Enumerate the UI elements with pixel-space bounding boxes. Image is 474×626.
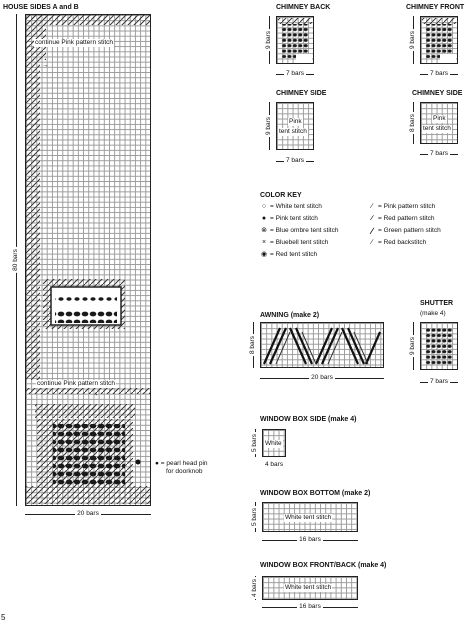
chimney-front-pattern xyxy=(420,16,458,64)
chimney-side-right-inner-2: tent stitch xyxy=(423,125,451,132)
key-green-pattern: = Green pattern stitch xyxy=(378,227,441,234)
window-box-side-inner: White xyxy=(265,440,282,447)
shutter-title-1: SHUTTER xyxy=(420,300,454,307)
chimney-side-right-dim-v: 8 bars xyxy=(409,102,417,144)
chimney-side-left-chart xyxy=(276,102,314,150)
key-pink-tent: = Pink tent stitch xyxy=(270,215,318,222)
crossed-circle-icon: ⊗ xyxy=(261,227,267,234)
fisheye-circle-icon: ◉ xyxy=(260,251,268,258)
cross-icon: × xyxy=(261,239,267,246)
window-box-side-dim-h: 4 bars xyxy=(265,461,284,468)
shutter-dim-h: 7 bars xyxy=(420,378,458,386)
doorknob-note-1: ● = pearl head pin xyxy=(155,460,208,467)
thick-slash-icon: ∕ xyxy=(371,215,373,222)
house-sides-dim-h: 20 bars xyxy=(25,510,151,518)
house-sides-dim-v: 80 bars xyxy=(12,14,20,506)
key-blue-ombre-tent: = Blue ombre tent stitch xyxy=(270,227,339,234)
shutter-dim-v: 9 bars xyxy=(409,322,417,370)
shutter-title-2: (make 4) xyxy=(420,310,446,317)
doorknob-note-2: for doorknob xyxy=(166,468,203,475)
window-box-front-inner: White tent stitch xyxy=(285,584,332,591)
chimney-side-left-title: CHIMNEY SIDE xyxy=(276,90,327,97)
chimney-back-dim-v: 9 bars xyxy=(265,16,273,64)
window-box-front-dim-v: 4 bars xyxy=(251,576,259,600)
window-box-bottom-dim-v: 5 bars xyxy=(251,502,259,532)
bold-slash-icon: ∕ xyxy=(371,226,373,236)
chimney-back-dim-h: 7 bars xyxy=(276,70,314,78)
chimney-front-dim-v: 9 bars xyxy=(409,16,417,64)
chimney-side-right-chart xyxy=(420,102,458,144)
house-note-top: continue Pink pattern stitch xyxy=(35,39,114,46)
house-note-mid: continue Pink pattern stitch xyxy=(37,380,116,387)
shutter-pattern xyxy=(420,322,458,370)
window-box-front-dim-h: 16 bars xyxy=(262,603,358,611)
chimney-side-left-inner-2: tent stitch xyxy=(279,128,307,135)
chimney-side-right-title: CHIMNEY SIDE xyxy=(412,90,463,97)
key-red-pattern: = Red pattern stitch xyxy=(378,215,435,222)
white-circle-icon: ○ xyxy=(261,203,267,210)
chimney-side-right-inner-1: Pink xyxy=(433,115,446,122)
awning-title: AWNING (make 2) xyxy=(260,312,320,319)
filled-circle-icon: ● xyxy=(261,215,267,222)
chimney-side-left-dim-v: 9 bars xyxy=(265,102,273,150)
key-white-tent: = White tent stitch xyxy=(270,203,322,210)
house-sides-title: HOUSE SIDES A and B xyxy=(3,4,79,11)
window-box-side-dim-v: 5 bars xyxy=(251,429,259,457)
arrow-right-icon: → xyxy=(92,391,99,398)
thin-slash-icon: ∕ xyxy=(371,203,373,210)
chimney-front-title: CHIMNEY FRONT xyxy=(406,4,465,11)
chimney-front-dim-h: 7 bars xyxy=(420,70,458,78)
arrow-left-icon: → xyxy=(42,62,49,69)
window-box-front-title: WINDOW BOX FRONT/BACK (make 4) xyxy=(260,562,387,569)
chimney-back-pattern xyxy=(276,16,314,64)
chimney-back-title: CHIMNEY BACK xyxy=(276,4,331,11)
window-box-side-title: WINDOW BOX SIDE (make 4) xyxy=(260,416,357,423)
awning-pattern xyxy=(260,322,384,368)
awning-dim-h: 20 bars xyxy=(260,374,384,382)
chimney-side-right-dim-h: 7 bars xyxy=(420,150,458,158)
window-box-bottom-dim-h: 16 bars xyxy=(262,536,358,544)
window-box-bottom-title: WINDOW BOX BOTTOM (make 2) xyxy=(260,490,371,497)
key-bluebell-tent: = Bluebell tent stitch xyxy=(270,239,329,246)
awning-dim-v: 8 bars xyxy=(249,322,257,368)
chimney-side-left-inner-1: Pink xyxy=(289,118,302,125)
house-sides-pattern xyxy=(25,14,151,506)
chimney-side-left-dim-h: 7 bars xyxy=(276,157,314,165)
key-pink-pattern: = Pink pattern stitch xyxy=(378,203,436,210)
page-number: 5 xyxy=(1,613,6,622)
key-red-backstitch: = Red backstitch xyxy=(378,239,427,246)
key-red-tent: = Red tent stitch xyxy=(270,251,318,258)
color-key-title: COLOR KEY xyxy=(260,192,302,199)
double-slash-icon: ∕ xyxy=(371,239,373,246)
window-box-bottom-inner: White tent stitch xyxy=(285,514,332,521)
